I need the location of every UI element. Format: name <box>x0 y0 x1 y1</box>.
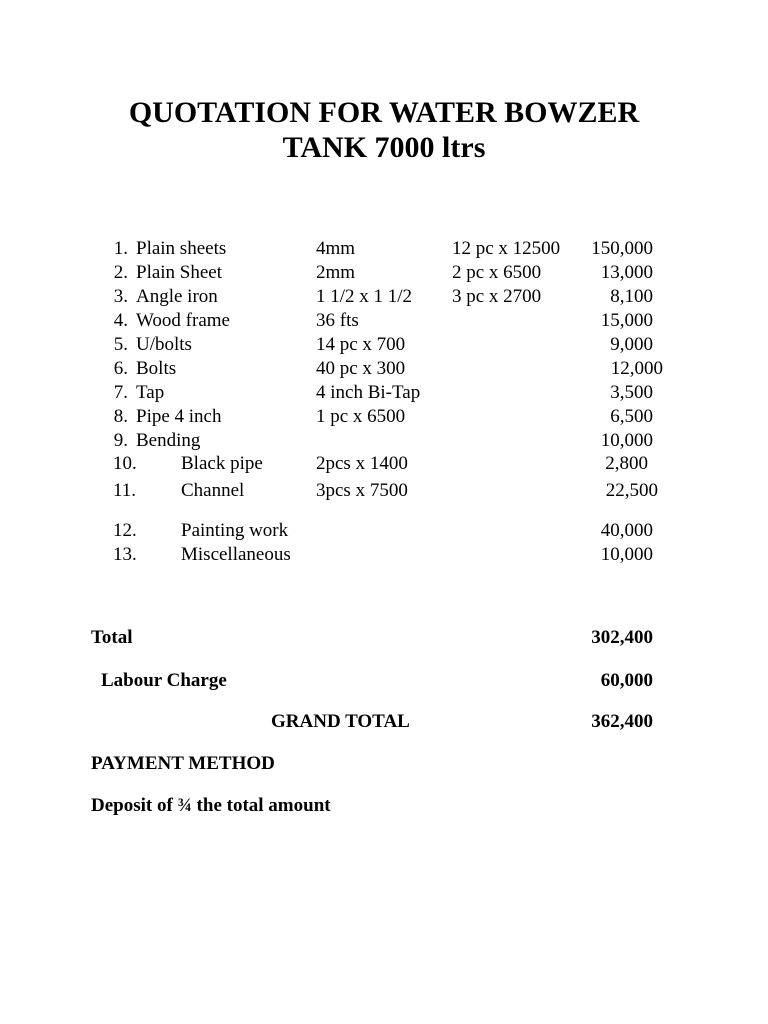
item-amount: 10,000 <box>600 430 653 451</box>
item-name: Wood frame <box>136 310 230 331</box>
item-number: 12. <box>113 520 137 541</box>
payment-method-heading: PAYMENT METHOD <box>91 753 275 774</box>
item-spec: 4 inch Bi-Tap <box>316 382 421 403</box>
table-row <box>0 429 768 453</box>
item-amount: 13,000 <box>600 262 653 283</box>
item-number: 13. <box>113 544 137 565</box>
item-amount: 12,000 <box>610 358 663 379</box>
item-number: 8. <box>113 406 128 427</box>
item-name: Bending <box>136 430 201 451</box>
item-name: Channel <box>181 480 245 501</box>
item-number: 10. <box>113 453 137 474</box>
item-number: 5. <box>113 334 128 355</box>
item-spec: 2mm <box>316 262 356 283</box>
item-amount: 3,500 <box>610 382 653 403</box>
item-number: 6. <box>113 358 128 379</box>
table-row <box>0 357 768 381</box>
grand-total-value: 362,400 <box>591 711 653 732</box>
item-amount: 8,100 <box>610 286 653 307</box>
table-row <box>0 519 768 543</box>
item-name: Plain sheets <box>136 238 227 259</box>
item-spec: 1 pc x 6500 <box>316 406 406 427</box>
item-quantity: 3 pc x 2700 <box>452 286 542 307</box>
item-amount: 6,500 <box>610 406 653 427</box>
document-title-line1: QUOTATION FOR WATER BOWZER <box>128 96 640 129</box>
total-value: 302,400 <box>591 627 653 648</box>
item-name: Painting work <box>181 520 289 541</box>
item-amount: 15,000 <box>600 310 653 331</box>
item-number: 2. <box>113 262 128 283</box>
item-number: 11. <box>113 480 137 501</box>
labour-charge-value: 60,000 <box>600 670 653 691</box>
item-number: 9. <box>113 430 128 451</box>
item-spec: 36 fts <box>316 310 359 331</box>
item-name: Pipe 4 inch <box>136 406 222 427</box>
item-spec: 14 pc x 700 <box>316 334 406 355</box>
item-number: 7. <box>113 382 128 403</box>
item-quantity: 2 pc x 6500 <box>452 262 542 283</box>
grand-total-label: GRAND TOTAL <box>271 711 410 732</box>
document-title-line2: TANK 7000 ltrs <box>282 131 486 164</box>
table-row <box>0 543 768 567</box>
item-name: Angle iron <box>136 286 218 307</box>
item-amount: 22,500 <box>605 480 658 501</box>
item-name: Plain Sheet <box>136 262 223 283</box>
item-name: U/bolts <box>136 334 192 355</box>
item-number: 1. <box>113 238 128 259</box>
item-number: 3. <box>113 286 128 307</box>
item-number: 4. <box>113 310 128 331</box>
table-row <box>0 479 768 503</box>
table-row <box>0 261 768 285</box>
item-name: Black pipe <box>181 453 263 474</box>
item-amount: 2,800 <box>605 453 648 474</box>
item-name: Bolts <box>136 358 177 379</box>
item-spec: 3pcs x 7500 <box>316 480 408 501</box>
item-spec: 4mm <box>316 238 356 259</box>
total-label: Total <box>91 627 133 648</box>
labour-charge-label: Labour Charge <box>101 670 227 691</box>
table-row <box>0 405 768 429</box>
item-quantity: 12 pc x 12500 <box>452 238 561 259</box>
item-spec: 2pcs x 1400 <box>316 453 408 474</box>
item-name: Tap <box>136 382 165 403</box>
table-row <box>0 285 768 309</box>
item-amount: 40,000 <box>600 520 653 541</box>
deposit-text: Deposit of ¾ the total amount <box>91 795 331 816</box>
item-spec: 40 pc x 300 <box>316 358 406 379</box>
item-amount: 10,000 <box>600 544 653 565</box>
table-row <box>0 309 768 333</box>
item-name: Miscellaneous <box>181 544 291 565</box>
table-row <box>0 381 768 405</box>
item-amount: 9,000 <box>610 334 653 355</box>
table-row <box>0 237 768 261</box>
table-row <box>0 452 768 476</box>
item-spec: 1 1/2 x 1 1/2 <box>316 286 413 307</box>
item-amount: 150,000 <box>591 238 653 259</box>
table-row <box>0 333 768 357</box>
